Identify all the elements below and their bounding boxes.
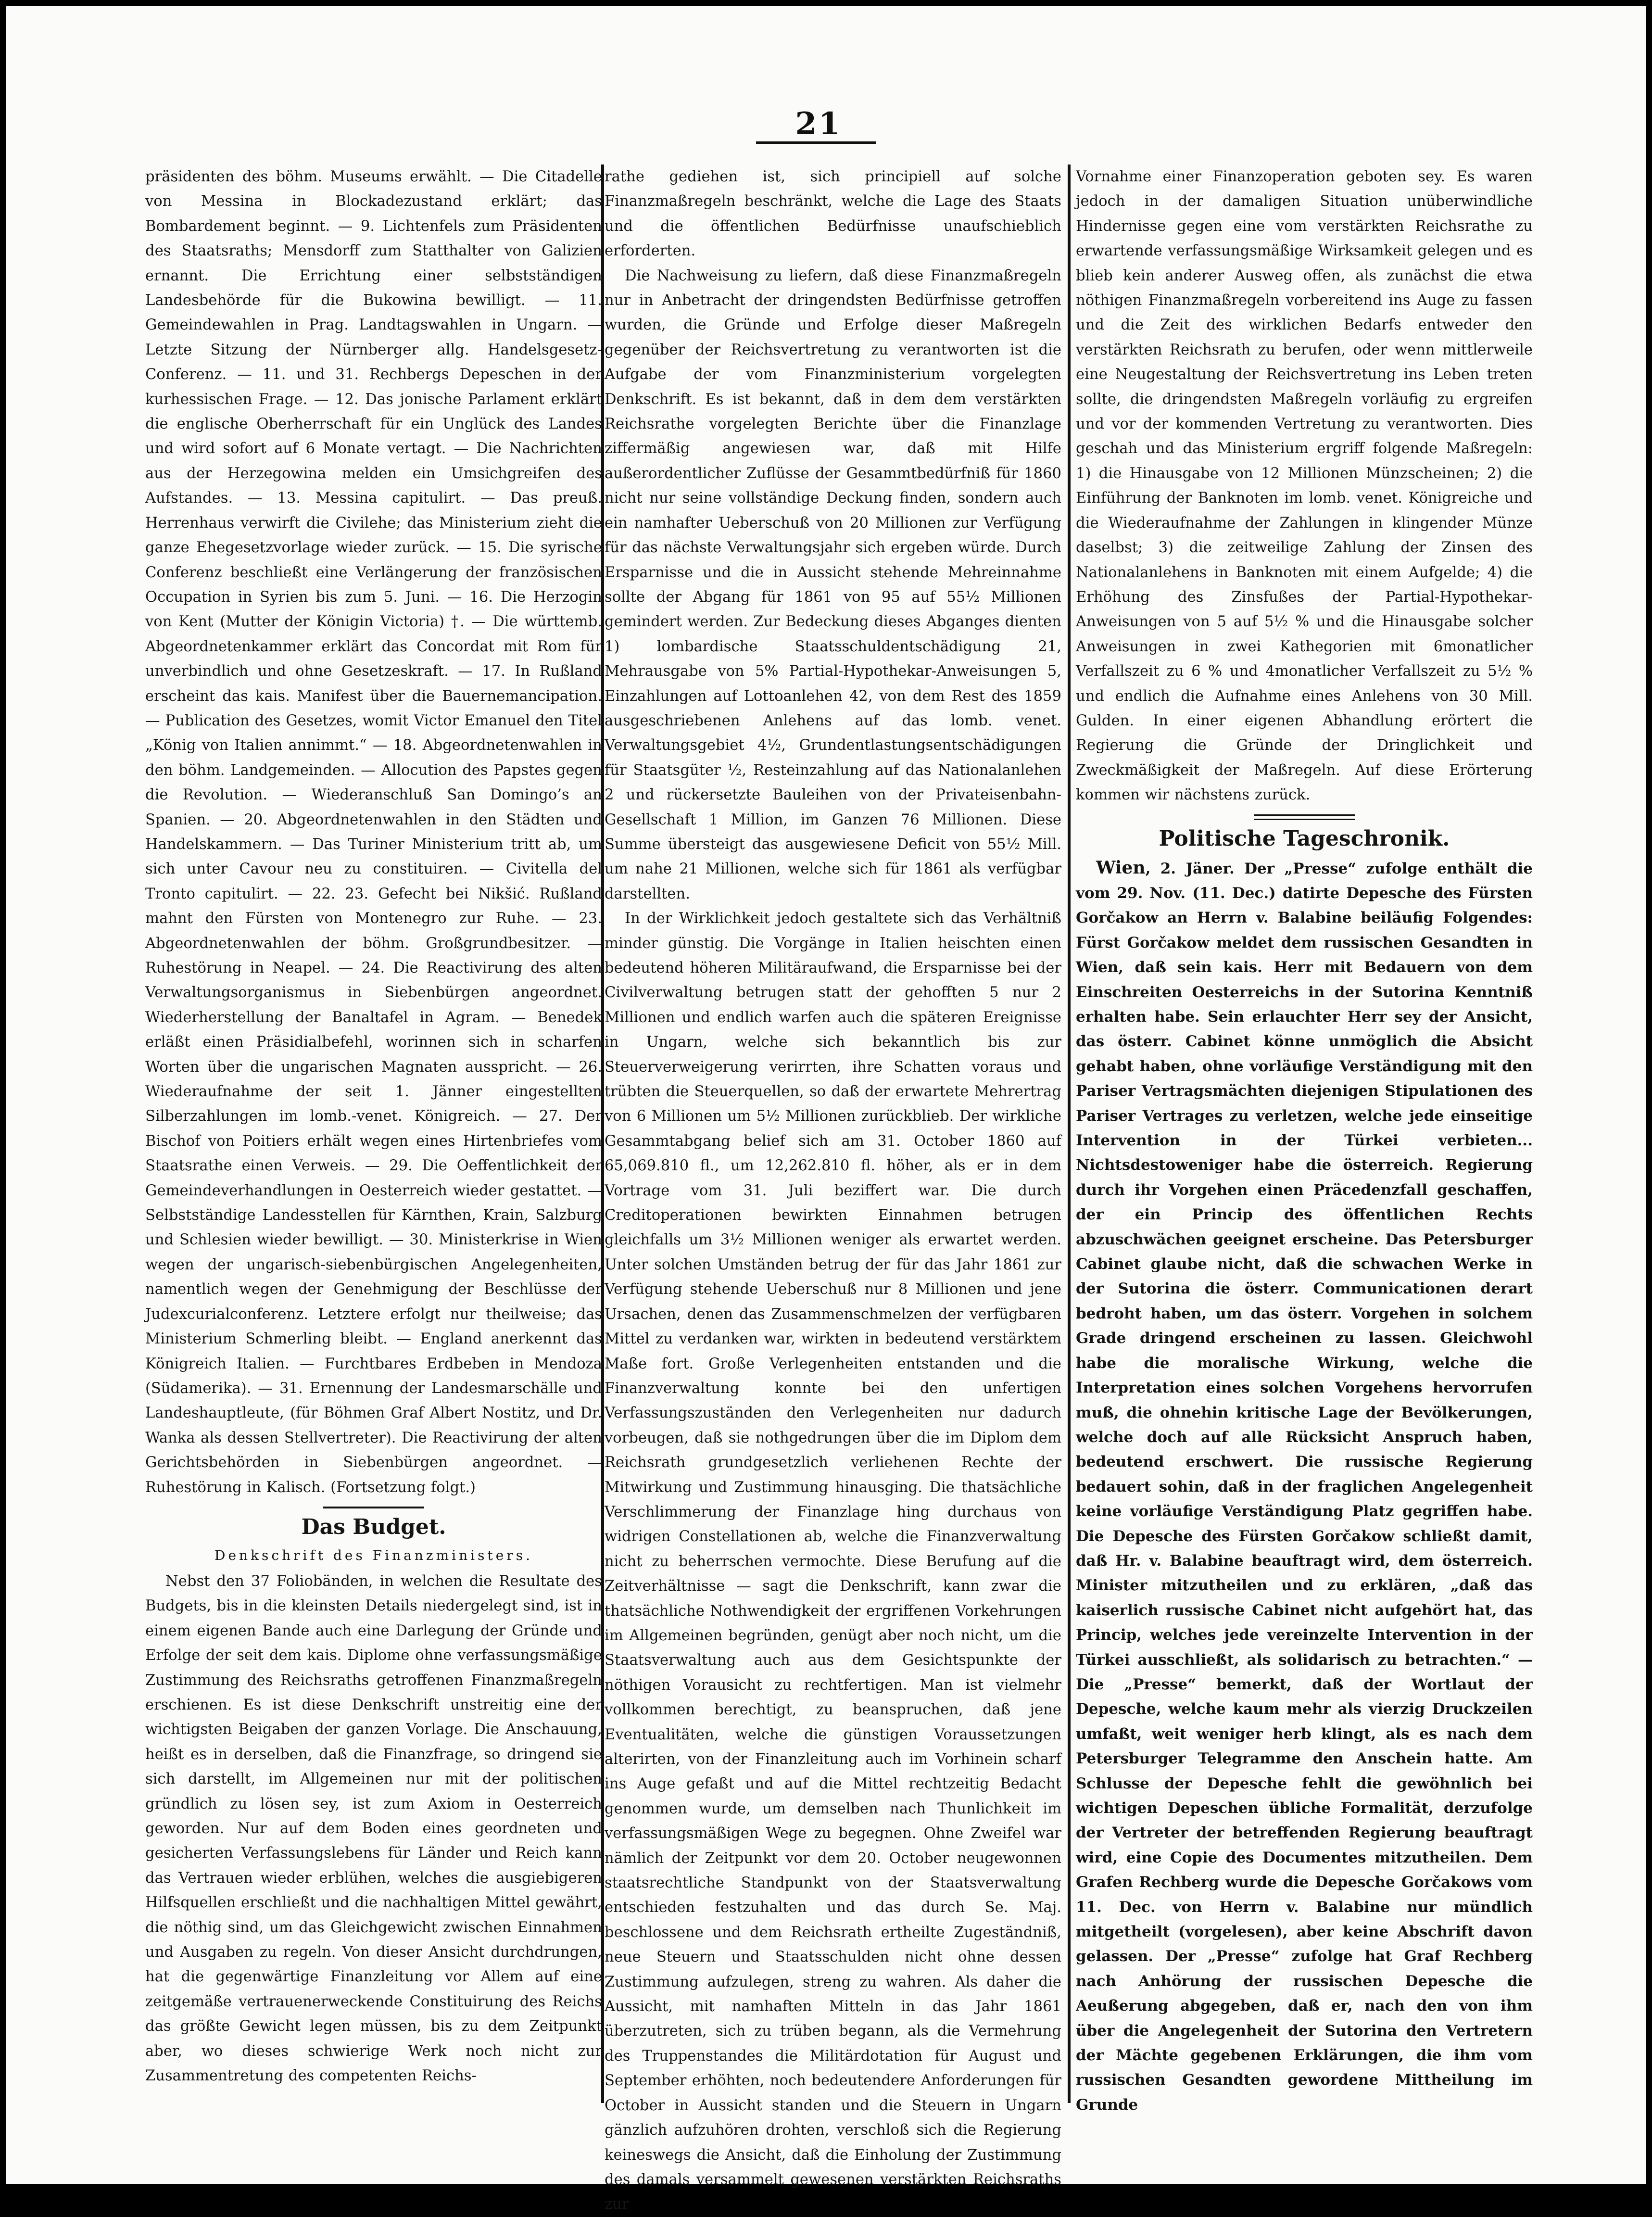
article-paragraph: In der Wirklichkeit jedoch gestaltete sich das Verhältniß minder günstig. Die Vorgänge in Italien heischten einen bedeutend höheren Militäraufwand, die Ersparnisse bei der Civilverwaltung betrugen statt der gehofften 5 nur 2 Millionen und endlich warfen auch die späteren Ereignisse in Ungarn, welche sich bekanntlich bis zur Steuerverweigerung verirrten, ihre Schatten voraus und trübten die Steuerquellen, so daß der erwartete Mehrertrag von 6 Millionen um 5½ Millionen zurückblieb. Der wirkliche Gesammtabgang belief sich am 31. October 1860 auf 65,069.810 fl., um 12,262.810 fl. höher, als er in dem Vortrage vom 31. Juli beziffert war. Die durch Creditoperationen bewirkten Einnahmen betrugen gleichfalls um 3½ Millionen weniger als erwartet werden. Unter solchen Umständen betrug der für das Jahr 1861 zur Verfügung stehende Ueberschuß nur 8 Millionen und jene Ursachen, denen das Zusammenschmelzen der verfügbaren Mittel zu verdanken war, wirkten in bedeutend verstärktem Maße fort. Große Verlegenheiten entstanden und die Finanzverwaltung konnte bei den unfertigen Verfassungszuständen den Verlegenheiten nur dadurch vorbeugen, daß sie nothgedrungen über die im Diplom dem Reichsrath grundgesetzlich verliehenen Rechte der Mitwirkung und Zustimmung hinausging. Die thatsächliche Verschlimmerung der Finanzlage hing durchaus von widrigen Constellationen ab, welche die Finanzverwaltung nicht zu beherrschen vermochte. Diese Berufung auf die Zeitverhältnisse — sagt die Denkschrift, kann zwar die thatsächliche Nothwendigkeit der ergriffenen Vorkehrungen im Allgemeinen begründen, genügt aber noch nicht, um die Staatsverwaltung auch aus dem Gesichtspunkte der nöthigen Vorausicht zu rechtfertigen. Man ist vielmehr vollkommen berechtigt, zu beanspruchen, daß jene Eventualitäten, welche die günstigen Voraussetzungen alterirten, von der Finanzleitung auch im Vorhinein scharf ins Auge gefaßt und auf die Mittel rechtzeitig Bedacht genommen wurde, um demselben nach Thunlichkeit im verfassungsmäßigen Wege zu begegnen. Ohne Zweifel war nämlich der Zeitpunkt vor dem 20. October neugewonnen staatsrechtliche Standpunkt von der Staatsverwaltung entschieden festzuhalten und das durch Se. Maj. beschlossene und dem Reichsrath ertheilte Zugeständniß, neue Steuern und Staatsschulden nicht ohne dessen Zustimmung aufzulegen, streng zu wahren. Als daher die Aussicht, mit namhaften Mitteln in das Jahr 1861 überzutreten, sich zu trüben begann, als die Vermehrung des Truppenstandes die Militärdotation für August und September erhöhten, noch bedeutendere Anforderungen für October in Aussicht standen und die Steuern in Ungarn gänzlich aufzuhören drohten, verschloß sich die Regierung keineswegs die Ansicht, daß die Einholung der Zustimmung des damals versammelt gewesenen verstärkten Reichsraths zur <box>605 910 1061 2213</box>
column-3 <box>1076 165 1533 2114</box>
newspaper-page <box>6 6 1646 2213</box>
report-text: , 2. Jäner. Der „Presse“ zufolge enthält die vom 29. Nov. (11. Dec.) datirte Depesche des Fürsten Gorčakow an Herrn v. Balabine beiläufig Folgendes: Fürst Gorčakow meldet dem russischen Gesandten in Wien, daß sein kais. Herr mit Bedauern von dem Einschreiten Oesterreichs in der Sutorina Kenntniß erhalten habe. Sein erlauchter Herr sey der Ansicht, das österr. Cabinet könne unmöglich die Absicht gehabt haben, ohne vorläufige Verständigung mit den Pariser Vertragsmächten diejenigen Stipulationen des Pariser Vertrages zu verletzen, welche jede einseitige Intervention in der Türkei verbieten... Nichtsdestoweniger habe die österreich. Regierung durch ihr Vorgehen einen Präcedenzfall geschaffen, der ein Princip des öffentlichen Rechts abzuschwächen geeignet erscheine. Das Petersburger Cabinet glaube nicht, daß die schwachen Werke in der Sutorina die österr. Communicationen derart bedroht haben, um das österr. Vorgehen in solchem Grade dringend erscheinen zu lassen. Gleichwohl habe die moralische Wirkung, welche die Interpretation eines solchen Vorgehens hervorrufen muß, die ohnehin kritische Lage der Bevölkerungen, welche doch auf alle Rücksicht Anspruch haben, bedeutend erschwert. Die russische Regierung bedauert sohin, daß in der fraglichen Angelegenheit keine vorläufige Verständigung Platz gegriffen habe. Die Depesche des Fürsten Gorčakow schließt damit, daß Hr. v. Balabine beauftragt wird, dem österreich. Minister mitzutheilen und zu erklären, „daß das kaiserlich russische Cabinet nicht aufgehört hat, das Princip, welches jede vereinzelte Intervention in der Türkei ausschließt, als solidarisch zu betrachten.“ — Die „Presse“ bemerkt, daß der Wortlaut der Depesche, welche kaum mehr als vierzig Druckzeilen umfaßt, weit weniger herb klingt, als es nach dem Petersburger Telegramme den Anschein hatte. Am Schlusse der Depesche fehlt die gewöhnlich bei wichtigen Depeschen übliche Formalität, derzufolge der Vertreter der betreffenden Regierung beauftragt wird, eine Copie des Documentes mitzutheilen. Dem Grafen Rechberg wurde die Depesche Gorčakows vom 11. Dec. von Herrn v. Balabine nur mündlich mitgetheilt (vorgelesen), aber keine Abschrift davon gelassen. Der „Presse“ zufolge hat Graf Rechberg nach Anhörung der russischen Depesche die Aeußerung abgegeben, daß er, nach den von ihm über die Angelegenheit der Sutorina den Vertretern der Mächte gegebenen Erklärungen, die ihm vom russischen Gesandten gewordene Mittheilung im Grunde <box>1076 860 1533 2114</box>
column-2 <box>605 165 1061 2213</box>
article-paragraph: rathe gediehen ist, sich principiell auf solche Finanzmaßregeln beschränkt, welche die Lage des Staats und die öffentlichen Bedürfnisse unaufschieblich erforderten. <box>605 168 1061 260</box>
page-number-rule <box>756 141 876 144</box>
article-paragraph: Nebst den 37 Foliobänden, in welchen die Resultate des Budgets, bis in die kleinsten Details niedergelegt sind, ist in einem eigenen Bande auch eine Darlegung der Gründe und Erfolge der seit dem kais. Diplome ohne verfassungsmäßige Zustimmung des Reichsraths getroffenen Finanzmaßregeln erschienen. Es ist diese Denkschrift unstreitig eine der wichtigsten Beigaben der ganzen Vorlage. Die Anschauung, heißt es in derselben, daß die Finanzfrage, so dringend sie sich darstellt, im Allgemeinen nur mit der politischen gründlich zu lösen sey, ist zum Axiom in Oesterreich geworden. Nur auf dem Boden eines geordneten und gesicherten Verfassungslebens für Länder und Reich kann das Vertrauen wieder erblühen, welches die ausgiebigeren Hilfsquellen erschließt und die nachhaltigen Mittel gewährt, die nöthig sind, um das Gleichgewicht zwischen Einnahmen und Ausgaben zu regeln. Von dieser Ansicht durchdrungen, hat die gegenwärtige Finanzleitung vor Allem auf eine zeitgemäße vertrauenerweckende Constituirung des Reichs das größte Gewicht legen müssen, bis zu dem Zeitpunkt aber, wo dieses schwierige Werk noch nicht zur Zusammentretung des competenten Reichs- <box>145 1572 602 2085</box>
section-divider <box>323 1507 424 1508</box>
article-paragraph: Die Nachweisung zu liefern, daß diese Finanzmaßregeln nur in Anbetracht der dringendsten Bedürfnisse getroffen wurden, die Gründe und Erfolge dieser Maßregeln gegenüber der Reichsvertretung zu verantworten ist die Aufgabe der vom Finanzministerium vorgelegten Denkschrift. Es ist bekannt, daß in dem dem verstärkten Reichsrathe vorgelegten Berichte über die Finanzlage ziffermäßig angewiesen war, daß mit Hilfe außerordentlicher Zuflüsse der Gesammtbedürfniß für 1860 nicht nur seine vollständige Deckung finden, sondern auch ein namhafter Ueberschuß von 20 Millionen zur Verfügung für das nächste Verwaltungsjahr sich ergeben würde. Durch Ersparnisse und die in Aussicht stehende Mehreinnahme sollte der Abgang für 1861 von 95 auf 55½ Millionen gemindert werden. Zur Bedeckung dieses Abganges dienten 1) lombardische Staatsschuldentschädigung 21, Mehrausgabe von 5% Partial-Hypothekar-Anweisungen 5, Einzahlungen auf Lottoanlehen 42, von dem Rest des 1859 ausgeschriebenen Anlehens auf das lomb. venet. Verwaltungsgebiet 4½, Grundentlastungsentschädigungen für Staatsgüter ½, Resteinzahlung auf das Nationalanlehen 2 und rückersetzte Bauleihen von der Privateisenbahn-Gesellschaft 1 Million, im Ganzen 76 Millionen. Diese Summe übersteigt das ausgewiesene Deficit von 55½ Mill. um nahe 21 Millionen, welche sich für 1861 als verfügbar darstellten. <box>605 267 1061 902</box>
page-number: 21 <box>795 106 842 142</box>
article-paragraph: Vornahme einer Finanzoperation geboten sey. Es waren jedoch in der damaligen Situation unüberwindliche Hindernisse gegen eine vom verstärkten Reichsrathe zu erwartende verfassungsmäßige Wirksamkeit gelegen und es blieb kein anderer Ausweg offen, als zunächst die etwa nöthigen Finanzmaßregeln vorbereitend ins Auge zu fassen und die Zeit des wirklichen Bedarfs entweder den verstärkten Reichsrath zu berufen, oder wenn mittlerweile eine Neugestaltung der Reichsvertretung ins Leben treten sollte, die dringendsten Maßregeln vorläufig zu ergreifen und vor der kommenden Vertretung zu verantworten. Dies geschah und das Ministerium ergriff folgende Maßregeln: 1) die Hinausgabe von 12 Millionen Münzscheinen; 2) die Einführung der Banknoten im lomb. venet. Königreiche und die Wiederaufnahme der Zahlungen in klingender Münze daselbst; 3) die zeitweilige Zahlung der Zinsen des Nationalanlehens in Banknoten mit einem Aufgelde; 4) die Erhöhung des Zinsfußes der Partial-Hypothekar-Anweisungen von 5 auf 5½ % und die Hinausgabe solcher Anweisungen in zwei Kathegorien mit 6monatlicher Verfallszeit zu 6 % und 4monatlicher Verfallszeit zu 5½ % und endlich die Aufnahme eines Anlehens von 30 Mill. Gulden. In einer eigenen Abhandlung erörtert die Regierung die Gründe der Dringlichkeit und Zweckmäßigkeit der Maßregeln. Auf diese Erörterung kommen wir nächstens zurück. <box>1076 168 1533 804</box>
news-report <box>1076 856 1533 2118</box>
section-subheading: Denkschrift des Finanzministers. <box>214 1547 533 1563</box>
article-paragraph: präsidenten des böhm. Museums erwählt. — Die Citadelle von Messina in Blockadezustand erklärt; das Bombardement beginnt. — 9. Lichtenfels zum Präsidenten des Staatsraths; Mensdorff zum Statthalter von Galizien ernannt. Die Errichtung einer selbstständigen Landesbehörde für die Bukowina bewilligt. — 11. Gemeindewahlen in Prag. Landtagswahlen in Ungarn. — Letzte Sitzung der Nürnberger allg. Handelsgesetz-Conferenz. — 11. und 31. Rechbergs Depeschen in der kurhessischen Frage. — 12. Das jonische Parlament erklärt die englische Oberherrschaft für ein Unglück des Landes und wird sofort auf 6 Monate vertagt. — Die Nachrichten aus der Herzegowina melden ein Umsichgreifen des Aufstandes. — 13. Messina capitulirt. — Das preuß. Herrenhaus verwirft die Civilehe; das Ministerium zieht die ganze Ehegesetzvorlage wieder zurück. — 15. Die syrische Conferenz beschließt eine Verlängerung der französischen Occupation in Syrien bis zum 5. Juni. — 16. Die Herzogin von Kent (Mutter der Königin Victoria) †. — Die württemb. Abgeordnetenkammer erklärt das Concordat mit Rom für unverbindlich und ohne Gesetzeskraft. — 17. In Rußland erscheint das kais. Manifest über die Bauernemancipation. — Publication des Gesetzes, womit Victor Emanuel den Titel „König von Italien annimmt.“ — 18. Abgeordnetenwahlen in den böhm. Landgemeinden. — Allocution des Papstes gegen die Revolution. — Wiederanschluß San Domingo’s an Spanien. — 20. Abgeordnetenwahlen in den Städten und Handelskammern. — Das Turiner Ministerium tritt ab, um sich unter Cavour neu zu constituiren. — Civitella del Tronto capitulirt. — 22. 23. Gefecht bei Nikšić. Rußland mahnt den Fürsten von Montenegro zur Ruhe. — 23. Abgeordnetenwahlen der böhm. Großgrundbesitzer. — Ruhestörung in Neapel. — 24. Die Reactivirung des alten Verwaltungsorganismus in Siebenbürgen angeordnet. Wiederherstellung der Banaltafel in Agram. — Benedek erläßt einen Präsidialbefehl, worinnen sich in scharfen Worten über die ungarischen Magnaten ausspricht. — 26. Wiederaufnahme der seit 1. Jänner eingestellten Silberzahlungen im lomb.-venet. Königreich. — 27. Der Bischof von Poitiers erhält wegen eines Hirtenbriefes vom Staatsrathe einen Verweis. — 29. Die Oeffentlichkeit der Gemeindeverhandlungen in Oesterreich wieder gestattet. — Selbstständige Landesstellen für Kärnthen, Krain, Salzburg und Schlesien wieder bewilligt. — 30. Ministerkrise in Wien wegen der ungarisch-siebenbürgischen Angelegenheiten, namentlich wegen der Genehmigung der Beschlüsse der Judexcurialconferenz. Letztere erfolgt nur theilweise; das Ministerium Schmerling bleibt. — England anerkennt das Königreich Italien. — Furchtbares Erdbeben in Mendoza (Südamerika). — 31. Ernennung der Landesmarschälle und Landeshauptleute, (für Böhmen Graf Albert Nostitz, und Dr. Wanka als dessen Stellvertreter). Die Reactivirung der alten Gerichtsbehörden in Siebenbürgen angeordnet. — Ruhestörung in Kalisch. (Fortsetzung folgt.) <box>145 168 602 1496</box>
column-divider-2 <box>1068 165 1071 2103</box>
section-heading: Das Budget. <box>301 1514 446 1539</box>
section-divider <box>1254 814 1355 820</box>
column-1 <box>145 165 602 2098</box>
section-heading: Politische Tageschronik. <box>1159 826 1450 851</box>
dateline-place: Wien <box>1096 857 1146 878</box>
